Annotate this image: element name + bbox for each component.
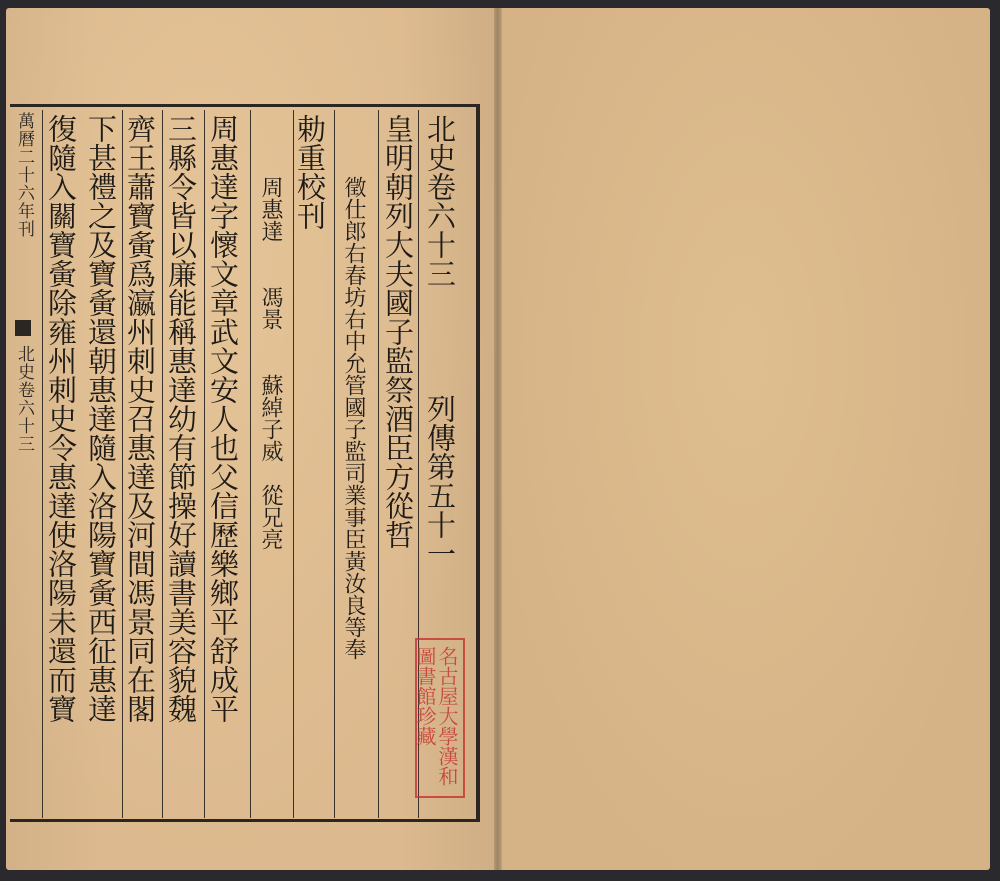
- column-4: 勅重校刊: [293, 114, 327, 230]
- margin-text: 萬曆二十六年刊: [14, 112, 34, 238]
- book-gutter: [494, 8, 502, 870]
- column-2: 皇明朝列大夫國子監祭酒臣方從哲: [381, 114, 415, 549]
- column-9: 下甚禮之及寶夤還朝惠達隨入洛陽寶夤西征惠達: [84, 114, 118, 723]
- library-seal: 名古屋大學漢和 圖書館珍藏: [415, 638, 465, 798]
- column-7: 三縣令皆以廉能稱惠達幼有節操好讀書美容貌魏: [164, 114, 198, 723]
- column-10: 復隨入關寶夤除雍州刺史令惠達使洛陽未還而寶: [44, 114, 78, 723]
- column-6: 周惠達字懷文章武文安人也父信歷樂鄉平舒成平: [206, 114, 240, 723]
- fish-tail-mark: [15, 320, 31, 336]
- column-3: 徵仕郎右春坊右中允管國子監司業事臣黃汝良等奉: [341, 176, 366, 660]
- column-8: 齊王蕭寶夤爲瀛州刺史召惠達及河間馮景同在閣: [123, 114, 157, 723]
- right-page: [498, 8, 990, 870]
- margin-title: 北史卷六十三: [14, 345, 34, 453]
- column-1-title: 北史卷六十三: [423, 114, 457, 288]
- column-5-names: 周惠達 馮景 蘇綽子威 從兄亮: [258, 176, 283, 550]
- chapter-heading: 列傳第五十一: [423, 394, 457, 568]
